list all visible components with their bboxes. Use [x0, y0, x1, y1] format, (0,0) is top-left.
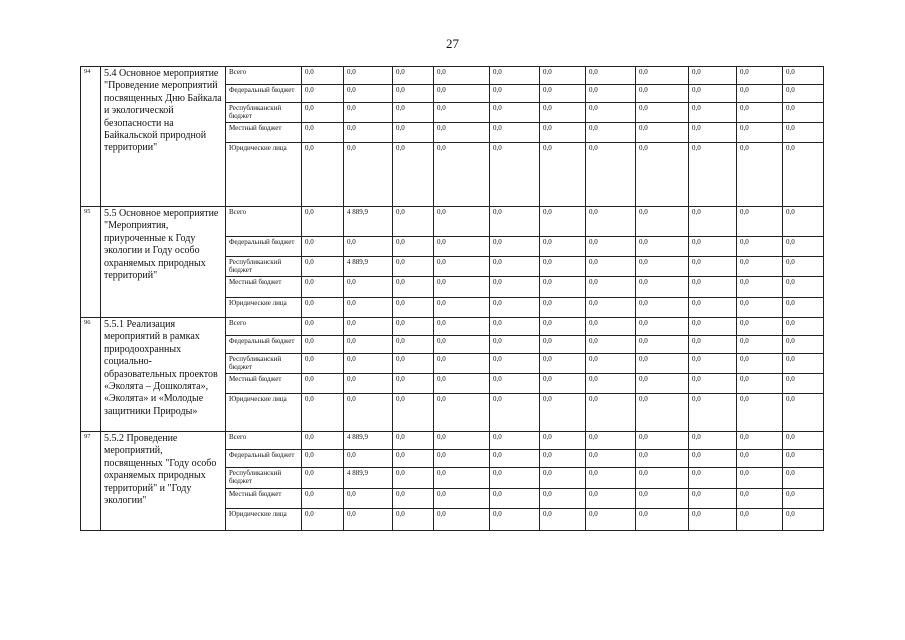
- value-cell: 0,0: [586, 336, 636, 354]
- value-cell: 0,0: [737, 374, 783, 394]
- value-cell: 0,0: [393, 67, 434, 85]
- value-cell: 4 889,9: [344, 207, 393, 237]
- value-cell: 0,0: [393, 432, 434, 450]
- value-cell: 0,0: [490, 336, 540, 354]
- funding-source: Местный бюджет: [226, 123, 302, 143]
- value-cell: 0,0: [434, 336, 490, 354]
- value-cell: 0,0: [540, 298, 586, 318]
- value-cell: 0,0: [490, 257, 540, 277]
- value-cell: 0,0: [636, 468, 689, 489]
- value-cell: 0,0: [344, 394, 393, 432]
- value-cell: 0,0: [393, 450, 434, 468]
- value-cell: 0,0: [636, 103, 689, 123]
- value-cell: 0,0: [490, 394, 540, 432]
- value-cell: 0,0: [393, 143, 434, 207]
- value-cell: 0,0: [737, 394, 783, 432]
- row-number: 94: [81, 67, 101, 207]
- value-cell: 0,0: [636, 318, 689, 336]
- value-cell: 0,0: [737, 354, 783, 374]
- funding-source: Местный бюджет: [226, 374, 302, 394]
- value-cell: 0,0: [689, 123, 737, 143]
- value-cell: 0,0: [586, 318, 636, 336]
- table-row: [81, 318, 824, 336]
- value-cell: 0,0: [344, 336, 393, 354]
- value-cell: 0,0: [783, 85, 824, 103]
- value-cell: 0,0: [737, 432, 783, 450]
- value-cell: 0,0: [783, 298, 824, 318]
- value-cell: 0,0: [302, 277, 344, 298]
- value-cell: 0,0: [393, 277, 434, 298]
- value-cell: 0,0: [393, 103, 434, 123]
- value-cell: 0,0: [689, 336, 737, 354]
- value-cell: 0,0: [302, 85, 344, 103]
- value-cell: 0,0: [540, 354, 586, 374]
- value-cell: 0,0: [586, 237, 636, 257]
- funding-source: Федеральный бюджет: [226, 450, 302, 468]
- value-cell: 0,0: [434, 257, 490, 277]
- value-cell: 0,0: [737, 450, 783, 468]
- value-cell: 0,0: [434, 207, 490, 237]
- value-cell: 0,0: [689, 103, 737, 123]
- value-cell: 0,0: [393, 237, 434, 257]
- value-cell: 0,0: [540, 123, 586, 143]
- funding-source: Республиканский бюджет: [226, 257, 302, 277]
- value-cell: 0,0: [434, 489, 490, 509]
- funding-source: Всего: [226, 207, 302, 237]
- value-cell: 0,0: [540, 67, 586, 85]
- value-cell: 0,0: [783, 237, 824, 257]
- value-cell: 0,0: [393, 207, 434, 237]
- value-cell: 0,0: [302, 143, 344, 207]
- value-cell: 0,0: [302, 318, 344, 336]
- value-cell: 0,0: [344, 277, 393, 298]
- funding-source: Юридические лица: [226, 143, 302, 207]
- funding-source: Юридические лица: [226, 394, 302, 432]
- value-cell: 0,0: [540, 143, 586, 207]
- value-cell: 0,0: [344, 67, 393, 85]
- value-cell: 0,0: [393, 374, 434, 394]
- value-cell: 0,0: [434, 103, 490, 123]
- value-cell: 0,0: [434, 123, 490, 143]
- value-cell: 0,0: [689, 318, 737, 336]
- value-cell: 0,0: [490, 298, 540, 318]
- value-cell: 0,0: [636, 354, 689, 374]
- value-cell: 0,0: [302, 509, 344, 531]
- value-cell: 0,0: [689, 450, 737, 468]
- value-cell: 0,0: [540, 336, 586, 354]
- value-cell: 0,0: [636, 489, 689, 509]
- value-cell: 0,0: [636, 277, 689, 298]
- value-cell: 0,0: [393, 509, 434, 531]
- value-cell: 0,0: [586, 374, 636, 394]
- value-cell: 0,0: [586, 354, 636, 374]
- value-cell: 0,0: [586, 509, 636, 531]
- value-cell: 0,0: [689, 374, 737, 394]
- value-cell: 0,0: [783, 450, 824, 468]
- value-cell: 0,0: [393, 123, 434, 143]
- page-number: 27: [446, 36, 459, 51]
- value-cell: 0,0: [393, 489, 434, 509]
- activity-name: 5.4 Основное мероприятие "Проведение мероприятий посвященных Дню Байкала и экологической безопасности на Байкальской природной территории": [101, 67, 226, 207]
- value-cell: 0,0: [490, 509, 540, 531]
- value-cell: 0,0: [586, 67, 636, 85]
- value-cell: 0,0: [344, 489, 393, 509]
- value-cell: 0,0: [689, 257, 737, 277]
- value-cell: 0,0: [636, 123, 689, 143]
- value-cell: 0,0: [689, 489, 737, 509]
- value-cell: 0,0: [490, 489, 540, 509]
- value-cell: 0,0: [636, 237, 689, 257]
- table-body: [81, 67, 824, 531]
- value-cell: 0,0: [586, 123, 636, 143]
- value-cell: 0,0: [636, 432, 689, 450]
- table-row: [81, 432, 824, 450]
- value-cell: 0,0: [434, 318, 490, 336]
- value-cell: 0,0: [636, 257, 689, 277]
- value-cell: 0,0: [783, 394, 824, 432]
- value-cell: 0,0: [783, 123, 824, 143]
- value-cell: 4 889,9: [344, 257, 393, 277]
- value-cell: 0,0: [540, 207, 586, 237]
- value-cell: 0,0: [783, 318, 824, 336]
- value-cell: 0,0: [737, 298, 783, 318]
- value-cell: 0,0: [302, 207, 344, 237]
- value-cell: 0,0: [344, 509, 393, 531]
- value-cell: 0,0: [636, 298, 689, 318]
- value-cell: 0,0: [783, 432, 824, 450]
- value-cell: 0,0: [689, 432, 737, 450]
- value-cell: 0,0: [393, 354, 434, 374]
- value-cell: 0,0: [302, 489, 344, 509]
- value-cell: 0,0: [434, 354, 490, 374]
- value-cell: 0,0: [783, 509, 824, 531]
- funding-source: Республиканский бюджет: [226, 354, 302, 374]
- value-cell: 0,0: [540, 237, 586, 257]
- value-cell: 0,0: [689, 85, 737, 103]
- value-cell: 0,0: [737, 489, 783, 509]
- value-cell: 0,0: [393, 257, 434, 277]
- value-cell: 0,0: [434, 277, 490, 298]
- value-cell: 0,0: [636, 67, 689, 85]
- value-cell: 0,0: [393, 468, 434, 489]
- funding-source: Юридические лица: [226, 298, 302, 318]
- value-cell: 0,0: [689, 394, 737, 432]
- value-cell: 0,0: [434, 298, 490, 318]
- value-cell: 0,0: [737, 336, 783, 354]
- value-cell: 0,0: [636, 85, 689, 103]
- activity-name: 5.5.1 Реализация мероприятий в рамках природоохранных социально-образовательных проектов «Эколята – Дошколята», «Эколята» и «Молодые защитники Природы»: [101, 318, 226, 432]
- budget-table: [80, 66, 824, 531]
- value-cell: 0,0: [490, 450, 540, 468]
- funding-source: Местный бюджет: [226, 277, 302, 298]
- value-cell: 0,0: [540, 432, 586, 450]
- value-cell: 0,0: [393, 85, 434, 103]
- value-cell: 0,0: [344, 374, 393, 394]
- value-cell: 0,0: [490, 207, 540, 237]
- value-cell: 0,0: [689, 354, 737, 374]
- value-cell: 0,0: [689, 67, 737, 85]
- value-cell: 0,0: [540, 374, 586, 394]
- value-cell: 0,0: [783, 354, 824, 374]
- value-cell: 0,0: [344, 123, 393, 143]
- value-cell: 0,0: [540, 468, 586, 489]
- value-cell: 4 889,9: [344, 432, 393, 450]
- value-cell: 0,0: [490, 85, 540, 103]
- value-cell: 0,0: [490, 354, 540, 374]
- value-cell: 0,0: [490, 143, 540, 207]
- value-cell: 0,0: [636, 207, 689, 237]
- value-cell: 0,0: [540, 277, 586, 298]
- value-cell: 0,0: [689, 298, 737, 318]
- funding-source: Юридические лица: [226, 509, 302, 531]
- value-cell: 0,0: [737, 103, 783, 123]
- value-cell: 0,0: [344, 143, 393, 207]
- value-cell: 0,0: [434, 394, 490, 432]
- value-cell: 0,0: [490, 67, 540, 85]
- value-cell: 0,0: [434, 237, 490, 257]
- value-cell: 0,0: [302, 354, 344, 374]
- value-cell: 0,0: [540, 509, 586, 531]
- value-cell: 0,0: [783, 336, 824, 354]
- funding-source: Федеральный бюджет: [226, 336, 302, 354]
- value-cell: 0,0: [490, 374, 540, 394]
- table-row: [81, 67, 824, 85]
- value-cell: 0,0: [540, 450, 586, 468]
- value-cell: 0,0: [586, 85, 636, 103]
- value-cell: 0,0: [344, 298, 393, 318]
- value-cell: 0,0: [689, 468, 737, 489]
- value-cell: 0,0: [434, 468, 490, 489]
- value-cell: 0,0: [737, 85, 783, 103]
- value-cell: 0,0: [737, 123, 783, 143]
- value-cell: 0,0: [344, 103, 393, 123]
- value-cell: 0,0: [302, 123, 344, 143]
- value-cell: 0,0: [783, 277, 824, 298]
- table-row: [81, 207, 824, 237]
- value-cell: 0,0: [783, 143, 824, 207]
- value-cell: 0,0: [302, 103, 344, 123]
- value-cell: 0,0: [344, 450, 393, 468]
- value-cell: 4 889,9: [344, 468, 393, 489]
- value-cell: 0,0: [586, 489, 636, 509]
- value-cell: 0,0: [586, 257, 636, 277]
- value-cell: 0,0: [737, 257, 783, 277]
- value-cell: 0,0: [302, 394, 344, 432]
- value-cell: 0,0: [636, 450, 689, 468]
- value-cell: 0,0: [586, 298, 636, 318]
- funding-source: Федеральный бюджет: [226, 237, 302, 257]
- funding-source: Республиканский бюджет: [226, 468, 302, 489]
- value-cell: 0,0: [783, 103, 824, 123]
- row-number: 96: [81, 318, 101, 432]
- activity-name: 5.5.2 Проведение мероприятий, посвященных "Году особо охраняемых природных территорий" и "Году экологии": [101, 432, 226, 531]
- value-cell: 0,0: [434, 374, 490, 394]
- value-cell: 0,0: [586, 450, 636, 468]
- value-cell: 0,0: [540, 318, 586, 336]
- value-cell: 0,0: [434, 67, 490, 85]
- value-cell: 0,0: [586, 432, 636, 450]
- value-cell: 0,0: [586, 277, 636, 298]
- value-cell: 0,0: [737, 468, 783, 489]
- funding-source: Местный бюджет: [226, 489, 302, 509]
- value-cell: 0,0: [540, 85, 586, 103]
- value-cell: 0,0: [302, 450, 344, 468]
- value-cell: 0,0: [434, 143, 490, 207]
- value-cell: 0,0: [689, 509, 737, 531]
- value-cell: 0,0: [302, 237, 344, 257]
- value-cell: 0,0: [344, 237, 393, 257]
- value-cell: 0,0: [783, 374, 824, 394]
- value-cell: 0,0: [540, 103, 586, 123]
- funding-source: Республиканский бюджет: [226, 103, 302, 123]
- value-cell: 0,0: [393, 318, 434, 336]
- value-cell: 0,0: [783, 489, 824, 509]
- value-cell: 0,0: [636, 394, 689, 432]
- value-cell: 0,0: [586, 468, 636, 489]
- row-number: 95: [81, 207, 101, 318]
- value-cell: 0,0: [490, 123, 540, 143]
- value-cell: 0,0: [302, 374, 344, 394]
- value-cell: 0,0: [737, 277, 783, 298]
- value-cell: 0,0: [490, 468, 540, 489]
- value-cell: 0,0: [540, 394, 586, 432]
- value-cell: 0,0: [783, 468, 824, 489]
- funding-source: Всего: [226, 67, 302, 85]
- value-cell: 0,0: [302, 298, 344, 318]
- value-cell: 0,0: [689, 237, 737, 257]
- value-cell: 0,0: [636, 336, 689, 354]
- value-cell: 0,0: [636, 143, 689, 207]
- value-cell: 0,0: [393, 394, 434, 432]
- row-number: 97: [81, 432, 101, 531]
- value-cell: 0,0: [302, 432, 344, 450]
- value-cell: 0,0: [540, 257, 586, 277]
- value-cell: 0,0: [783, 207, 824, 237]
- value-cell: 0,0: [586, 394, 636, 432]
- value-cell: 0,0: [737, 237, 783, 257]
- value-cell: 0,0: [689, 143, 737, 207]
- value-cell: 0,0: [490, 432, 540, 450]
- value-cell: 0,0: [689, 277, 737, 298]
- value-cell: 0,0: [737, 143, 783, 207]
- value-cell: 0,0: [434, 450, 490, 468]
- value-cell: 0,0: [393, 336, 434, 354]
- activity-name: 5.5 Основное мероприятие "Мероприятия, приуроченные к Году экологии и Году особо охраняемых природных территорий": [101, 207, 226, 318]
- value-cell: 0,0: [490, 318, 540, 336]
- value-cell: 0,0: [636, 509, 689, 531]
- funding-source: Всего: [226, 432, 302, 450]
- value-cell: 0,0: [434, 432, 490, 450]
- value-cell: 0,0: [393, 298, 434, 318]
- value-cell: 0,0: [737, 509, 783, 531]
- value-cell: 0,0: [490, 237, 540, 257]
- funding-source: Федеральный бюджет: [226, 85, 302, 103]
- value-cell: 0,0: [783, 257, 824, 277]
- value-cell: 0,0: [434, 509, 490, 531]
- value-cell: 0,0: [636, 374, 689, 394]
- value-cell: 0,0: [737, 67, 783, 85]
- value-cell: 0,0: [302, 67, 344, 85]
- value-cell: 0,0: [490, 103, 540, 123]
- value-cell: 0,0: [490, 277, 540, 298]
- value-cell: 0,0: [540, 489, 586, 509]
- value-cell: 0,0: [783, 67, 824, 85]
- value-cell: 0,0: [434, 85, 490, 103]
- value-cell: 0,0: [737, 318, 783, 336]
- value-cell: 0,0: [344, 85, 393, 103]
- value-cell: 0,0: [586, 103, 636, 123]
- value-cell: 0,0: [344, 318, 393, 336]
- value-cell: 0,0: [586, 143, 636, 207]
- funding-source: Всего: [226, 318, 302, 336]
- value-cell: 0,0: [302, 257, 344, 277]
- value-cell: 0,0: [302, 336, 344, 354]
- value-cell: 0,0: [689, 207, 737, 237]
- value-cell: 0,0: [737, 207, 783, 237]
- value-cell: 0,0: [344, 354, 393, 374]
- value-cell: 0,0: [586, 207, 636, 237]
- value-cell: 0,0: [302, 468, 344, 489]
